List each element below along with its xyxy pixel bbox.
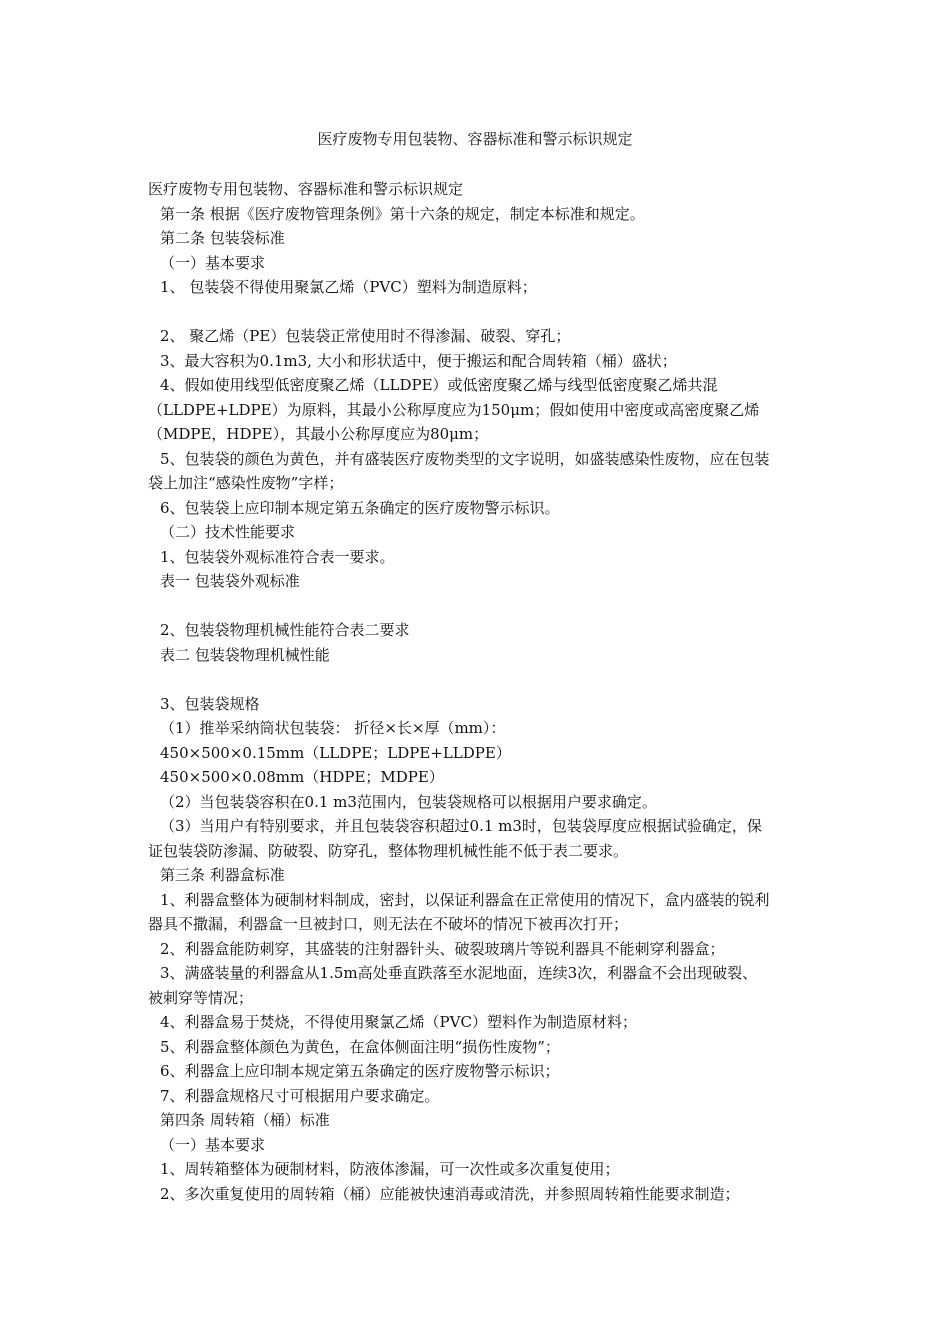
paragraph-line: 1、包装袋外观标准符合表一要求。 — [160, 547, 395, 566]
paragraph-line: 器具不撒漏，利器盒一旦被封口，则无法在不破坏的情况下被再次打开； — [148, 915, 629, 933]
paragraph-line: （2）当包装袋容积在0.1 m3范围内，包装袋规格可以根据用户要求确定。 — [160, 792, 657, 811]
paragraph-line: 4、假如使用线型低密度聚乙烯（LLDPE）或低密度聚乙烯与线型低密度聚乙烯共混 — [160, 376, 718, 394]
paragraph-line: 6、包装袋上应印制本规定第五条确定的医疗废物警示标识。 — [160, 498, 560, 517]
paragraph-line: 5、利器盒整体颜色为黄色，在盒体侧面注明“损伤性废物”； — [160, 1037, 560, 1056]
paragraph-line: （MDPE，HDPE），其最小公称厚度应为80μm； — [148, 425, 489, 443]
paragraph-line: 2、多次重复使用的周转箱（桶）应能被快速消毒或清洗，并参照周转箱性能要求制造； — [160, 1184, 740, 1203]
paragraph-line: （LLDPE+LDPE）为原料，其最小公称厚度应为150μm；假如使用中密度或高密度聚乙烯 — [148, 400, 760, 419]
paragraph-line: 7、利器盒规格尺寸可根据用户要求确定。 — [160, 1086, 440, 1105]
paragraph-line: （1）推举采纳筒状包装袋： 折径×长×厚（mm）： — [160, 719, 506, 737]
paragraph-line: 1、 包装袋不得使用聚氯乙烯（PVC）塑料为制造原料； — [160, 278, 537, 296]
paragraph-line: 3、包装袋规格 — [160, 694, 260, 713]
paragraph-line: 表二 包装袋物理机械性能 — [160, 645, 330, 664]
paragraph-line: 第三条 利器盒标准 — [160, 866, 285, 884]
paragraph-line: （二）技术性能要求 — [160, 523, 296, 541]
paragraph-line: 1、周转箱整体为硬制材料，防液体渗漏，可一次性或多次重复使用； — [160, 1160, 620, 1178]
paragraph-line: 表一 包装袋外观标准 — [160, 572, 300, 590]
paragraph-line: 1、利器盒整体为硬制材料制成，密封，以保证利器盒在正常使用的情况下，盒内盛装的锐利 — [160, 890, 770, 909]
paragraph-line: 第一条 根据《医疗废物管理条例》第十六条的规定，制定本标准和规定。 — [160, 204, 645, 223]
paragraph-line: 2、包装袋物理机械性能符合表二要求 — [160, 621, 410, 639]
paragraph-line: 6、利器盒上应印制本规定第五条确定的医疗废物警示标识； — [160, 1062, 560, 1080]
page-title: 医疗废物专用包装物、容器标准和警示标识规定 — [317, 130, 633, 148]
paragraph-line: 3、满盛装量的利器盒从1.5m高处垂直跌落至水泥地面，连续3次，利器盒不会出现破裂、 — [160, 964, 758, 982]
paragraph-line: （一）基本要求 — [160, 253, 266, 272]
paragraph-line: 医疗废物专用包装物、容器标准和警示标识规定 — [148, 180, 464, 198]
blank-line — [148, 300, 820, 325]
document-body — [148, 177, 820, 1206]
paragraph-line: 证包装袋防渗漏、防破裂、防穿孔，整体物理机械性能不低于表二要求。 — [148, 841, 629, 860]
paragraph-line: 被刺穿等情况； — [148, 988, 254, 1007]
paragraph-line: 袋上加注“感染性废物”字样； — [148, 474, 344, 492]
paragraph-line: 第四条 周转箱（桶）标准 — [160, 1111, 330, 1129]
paragraph-line: 4、利器盒易于焚烧，不得使用聚氯乙烯（PVC）塑料作为制造原材料； — [160, 1013, 637, 1031]
paragraph-line: 5、包装袋的颜色为黄色，并有盛装医疗废物类型的文字说明，如盛装感染性废物，应在包装 — [160, 449, 770, 468]
paragraph-line: 3、最大容积为0.1m3, 大小和形状适中，便于搬运和配合周转箱（桶）盛状； — [160, 351, 677, 370]
blank-line — [148, 594, 820, 619]
paragraph-line: 2、 聚乙烯（PE）包装袋正常使用时不得渗漏、破裂、穿孔； — [160, 327, 571, 345]
blank-line — [148, 667, 820, 692]
paragraph-line: 2、利器盒能防刺穿，其盛装的注射器针头、破裂玻璃片等锐利器具不能刺穿利器盒； — [160, 939, 725, 958]
paragraph-line: 450×500×0.08mm（HDPE；MDPE） — [160, 768, 444, 786]
paragraph-line: 450×500×0.15mm（LLDPE；LDPE+LLDPE） — [160, 743, 511, 762]
paragraph-line: （3）当用户有特别要求，并且包装袋容积超过0.1 m3时，包装袋厚度应根据试验确定，保 — [160, 817, 762, 835]
paragraph-line: （一）基本要求 — [160, 1135, 266, 1154]
paragraph-line: 第二条 包装袋标准 — [160, 229, 285, 247]
